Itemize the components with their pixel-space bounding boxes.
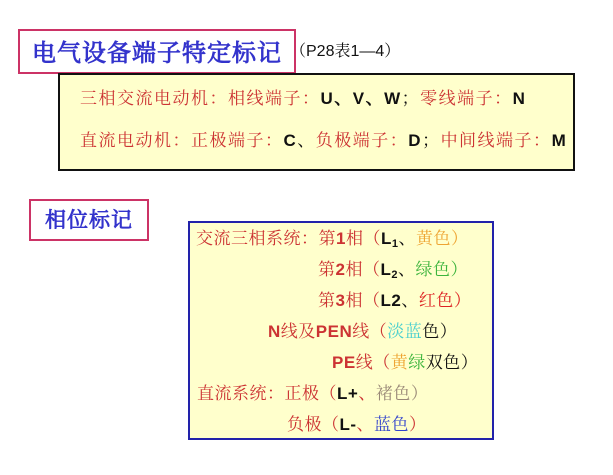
text-segment: 零线端子：	[420, 89, 513, 108]
text-segment: ；	[401, 89, 421, 108]
text-segment: 、	[401, 291, 419, 310]
phase-markings-panel	[188, 221, 494, 440]
text-segment: 绿	[408, 353, 426, 372]
text-segment: （	[362, 260, 381, 279]
text-segment: 、	[356, 415, 375, 434]
text-segment: 直流电动机：正极端子：	[80, 131, 284, 150]
text-segment: N	[512, 89, 527, 108]
phase-line	[190, 254, 492, 285]
text-segment: 线	[355, 353, 374, 372]
text-segment: 第	[318, 291, 336, 310]
text-segment: 、	[297, 131, 316, 150]
text-segment: ）	[460, 353, 479, 372]
phase-line	[190, 223, 492, 254]
text-segment: 2	[391, 269, 398, 281]
text-segment: ）	[439, 322, 458, 341]
text-segment: L-	[339, 415, 357, 434]
text-segment: C	[283, 131, 298, 150]
text-segment: 相	[345, 229, 364, 248]
text-segment: 交流三相系统：第	[196, 229, 336, 248]
text-segment: L	[380, 229, 392, 248]
text-segment: 黄	[390, 353, 409, 372]
phase-marking-title: 相位标记	[45, 209, 133, 232]
text-segment: （	[373, 353, 391, 372]
text-segment: 、	[397, 260, 416, 279]
text-segment: 、	[358, 384, 376, 403]
text-segment: 相	[345, 260, 363, 279]
phase-line	[190, 409, 492, 440]
text-segment: 负极（	[287, 415, 340, 434]
phase-line	[190, 285, 492, 316]
text-segment: 中间线端子：	[440, 131, 552, 150]
text-segment: ）	[450, 260, 468, 279]
text-segment: 、	[398, 229, 416, 248]
text-segment: 双色	[425, 353, 461, 372]
text-segment: PEN	[315, 322, 353, 341]
text-segment: ）	[410, 384, 429, 403]
text-segment: 黄色	[415, 229, 451, 248]
text-segment: M	[551, 131, 568, 150]
text-segment: （	[369, 322, 388, 341]
text-segment: 三相交流电动机：相线端子：	[80, 89, 321, 108]
text-segment: 相	[345, 291, 363, 310]
text-segment: L	[380, 260, 392, 279]
page-title: 电气设备端子特定标记	[32, 40, 282, 67]
terminal-markings-panel	[58, 73, 575, 171]
text-segment: 1	[391, 238, 399, 250]
text-segment: （	[362, 291, 381, 310]
text-segment: 直流系统：正极（	[197, 384, 337, 403]
page-reference: （P28表1—4）	[290, 43, 401, 60]
text-segment: 褚色	[375, 384, 411, 403]
text-segment: 第	[318, 260, 336, 279]
text-segment: U、V、W	[320, 89, 402, 108]
text-segment: ；	[422, 131, 441, 150]
text-segment: ）	[409, 415, 427, 434]
text-segment: ）	[450, 229, 469, 248]
text-segment: 2	[335, 260, 346, 279]
text-segment: 1	[336, 229, 346, 248]
text-segment: L2	[380, 291, 402, 310]
text-segment: 色	[422, 322, 440, 341]
text-segment: 负极端子：	[315, 131, 409, 150]
phase-line	[190, 378, 492, 409]
text-segment: ）	[453, 291, 472, 310]
phase-line	[190, 316, 492, 347]
text-segment: N	[268, 322, 281, 341]
text-segment: L+	[337, 384, 359, 403]
terminal-line	[80, 120, 573, 162]
terminal-line	[80, 78, 573, 120]
text-segment: D	[408, 131, 423, 150]
phase-line	[190, 347, 492, 378]
text-segment: 线	[352, 322, 370, 341]
page-title-box	[18, 29, 296, 74]
text-segment: 绿色	[415, 260, 451, 279]
text-segment: 淡蓝	[387, 322, 423, 341]
text-segment: 3	[335, 291, 346, 310]
text-segment: PE	[332, 353, 356, 372]
text-segment: 红色	[418, 291, 454, 310]
text-segment: （	[363, 229, 381, 248]
text-segment: 线及	[280, 322, 316, 341]
text-segment: 蓝色	[374, 415, 410, 434]
phase-marking-title-box	[29, 199, 149, 241]
